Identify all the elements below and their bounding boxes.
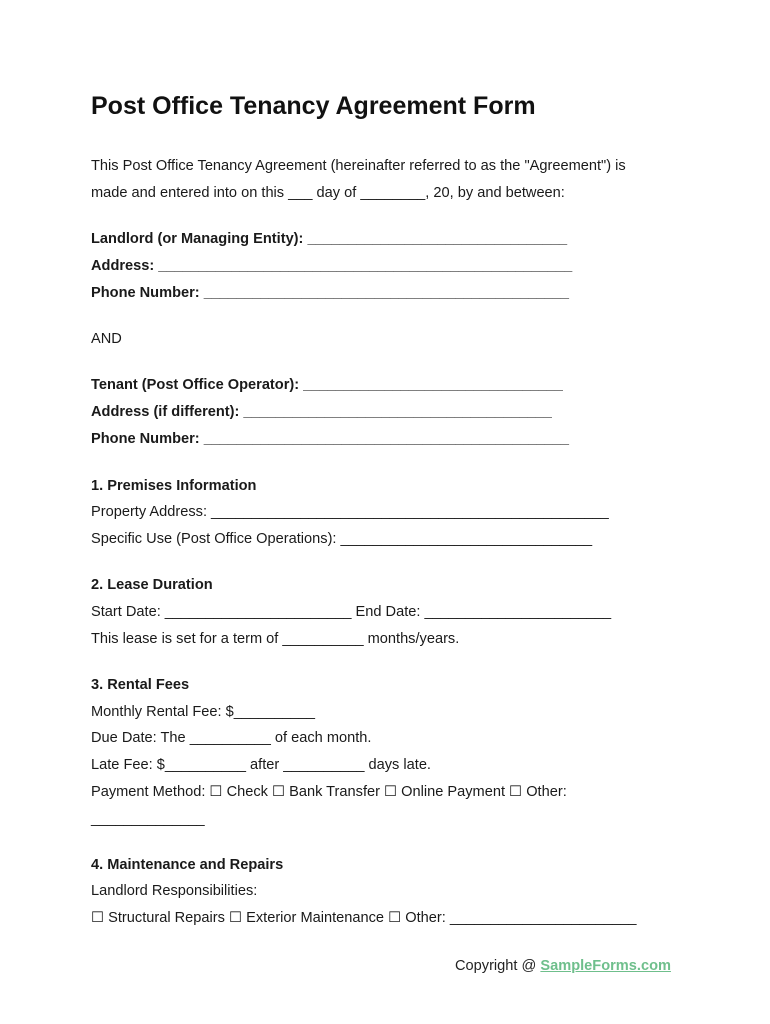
lease-heading: 2. Lease Duration bbox=[91, 577, 213, 593]
payment-method-options: Payment Method: ☐ Check ☐ Bank Transfer ☐ Online Payment ☐ Other: bbox=[91, 784, 567, 800]
intro-line-2: made and entered into on this ___ day of ________, 20, by and between: bbox=[91, 185, 565, 201]
tenant-address-field: Address (if different): ______________________________________ bbox=[91, 404, 552, 420]
landlord-phone-field: Phone Number: _____________________________________________ bbox=[91, 285, 569, 301]
lease-term-field: This lease is set for a term of __________ months/years. bbox=[91, 631, 460, 647]
landlord-address-field: Address: ___________________________________________________ bbox=[91, 258, 573, 274]
tenant-name-field: Tenant (Post Office Operator): ________________________________ bbox=[91, 377, 563, 393]
and-separator: AND bbox=[91, 331, 122, 347]
page-title: Post Office Tenancy Agreement Form bbox=[91, 92, 536, 120]
landlord-name-field: Landlord (or Managing Entity): ________________________________ bbox=[91, 231, 568, 247]
brand-link[interactable]: SampleForms.com bbox=[540, 958, 671, 974]
specific-use-field: Specific Use (Post Office Operations): _______________________________ bbox=[91, 531, 593, 547]
copyright-footer bbox=[455, 958, 671, 974]
monthly-fee-field: Monthly Rental Fee: $__________ bbox=[91, 704, 315, 720]
property-address-field: Property Address: _________________________________________________ bbox=[91, 504, 609, 520]
maintenance-options: ☐ Structural Repairs ☐ Exterior Maintenance ☐ Other: _______________________ bbox=[91, 910, 637, 926]
payment-other-blank: ______________ bbox=[91, 811, 205, 827]
maintenance-heading: 4. Maintenance and Repairs bbox=[91, 857, 284, 873]
lease-dates-field: Start Date: _______________________ End Date: _______________________ bbox=[91, 604, 612, 620]
tenant-phone-field: Phone Number: _____________________________________________ bbox=[91, 431, 569, 447]
intro-line-1: This Post Office Tenancy Agreement (hereinafter referred to as the "Agreement") is bbox=[91, 158, 626, 174]
landlord-responsibilities-label: Landlord Responsibilities: bbox=[91, 883, 258, 899]
copyright-prefix: Copyright @ bbox=[455, 958, 541, 974]
late-fee-field: Late Fee: $__________ after __________ days late. bbox=[91, 757, 431, 773]
rental-heading: 3. Rental Fees bbox=[91, 677, 190, 693]
due-date-field: Due Date: The __________ of each month. bbox=[91, 730, 372, 746]
premises-heading: 1. Premises Information bbox=[91, 478, 257, 494]
